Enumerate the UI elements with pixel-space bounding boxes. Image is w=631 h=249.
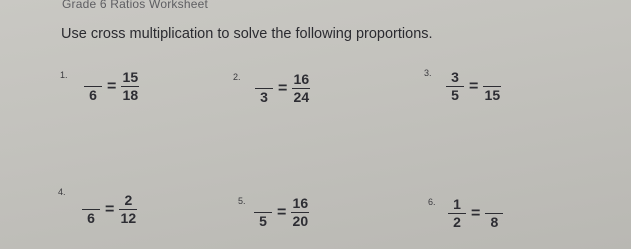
problem-4	[82, 193, 137, 226]
problem-number: 6.	[428, 197, 436, 207]
numerator: 3	[451, 69, 459, 85]
left-fraction	[446, 70, 464, 103]
equals-sign: =	[105, 200, 115, 218]
problem-number: 5.	[238, 196, 246, 206]
right-fraction	[485, 197, 503, 230]
problem-3	[446, 70, 501, 103]
denominator: 24	[293, 89, 310, 105]
numerator: 1	[453, 196, 461, 212]
denominator: 15	[484, 87, 501, 103]
problem-number: 3.	[424, 68, 432, 78]
problem-1	[84, 70, 139, 103]
denominator: 6	[89, 87, 97, 103]
left-fraction	[84, 70, 102, 103]
instructions: Use cross multiplication to solve the following proportions.	[61, 26, 433, 42]
numerator: 15	[122, 69, 139, 85]
denominator: 18	[122, 87, 139, 103]
equals-sign: =	[278, 79, 288, 97]
problem-6	[448, 197, 503, 230]
problem-2	[255, 72, 310, 105]
denominator: 5	[451, 87, 459, 103]
denominator: 5	[259, 213, 267, 229]
equals-sign: =	[471, 204, 481, 222]
right-fraction	[119, 193, 137, 226]
equals-sign: =	[277, 203, 287, 221]
numerator: 16	[293, 71, 310, 87]
equals-sign: =	[469, 77, 479, 95]
left-fraction	[254, 196, 272, 229]
right-fraction	[291, 196, 309, 229]
problem-number: 4.	[58, 187, 66, 197]
equals-sign: =	[107, 77, 117, 95]
left-fraction	[448, 197, 466, 230]
denominator: 12	[120, 210, 137, 226]
denominator: 20	[292, 213, 309, 229]
numerator: 16	[292, 195, 309, 211]
numerator: 2	[124, 192, 133, 208]
left-fraction	[255, 72, 273, 105]
right-fraction	[292, 72, 310, 105]
right-fraction	[121, 70, 139, 103]
denominator: 8	[490, 214, 499, 230]
denominator: 3	[260, 89, 268, 105]
worksheet-header: Grade 6 Ratios Worksheet	[62, 0, 208, 11]
left-fraction	[82, 193, 100, 226]
problem-number: 1.	[60, 70, 68, 80]
problem-number: 2.	[233, 72, 241, 82]
right-fraction	[483, 70, 501, 103]
denominator: 2	[453, 214, 461, 230]
denominator: 6	[87, 210, 95, 226]
problem-5	[254, 196, 309, 229]
